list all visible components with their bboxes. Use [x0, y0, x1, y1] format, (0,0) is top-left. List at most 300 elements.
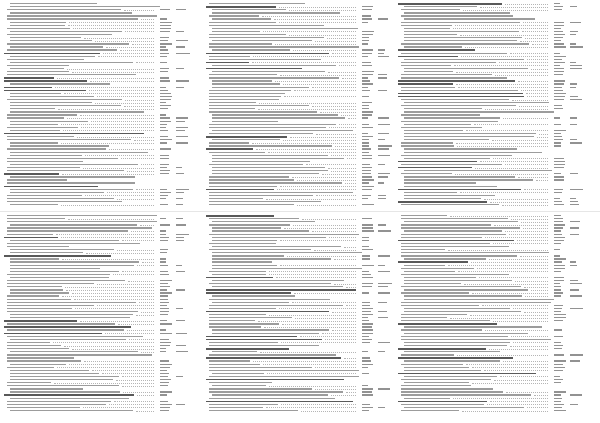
- toc-entry-text: [209, 195, 313, 196]
- toc-leader-dots: [312, 106, 356, 107]
- toc-page-number: [160, 360, 169, 361]
- toc-leader-dots: [322, 333, 356, 334]
- toc-page-number: [362, 167, 372, 168]
- toc-entry-text: [209, 243, 276, 244]
- toc-entry-text: [10, 105, 121, 106]
- toc-entry-text: [404, 130, 463, 131]
- toc-leader-dots: [124, 106, 154, 107]
- toc-entry-text: [10, 102, 92, 103]
- toc-leader-dots: [522, 31, 548, 32]
- toc-page-number: [554, 336, 563, 337]
- toc-entry-text: [404, 28, 450, 29]
- toc-page-number: [570, 43, 576, 44]
- toc-leader-dots: [283, 140, 356, 141]
- toc-leader-dots: [344, 358, 356, 359]
- toc-page-number: [378, 49, 385, 50]
- toc-page-number: [362, 271, 369, 272]
- toc-entry-text: [404, 12, 510, 13]
- toc-entry-text: [212, 274, 266, 275]
- toc-page-number: [570, 189, 583, 190]
- toc-page-number: [176, 46, 185, 47]
- toc-page-number: [378, 176, 388, 177]
- toc-entry-text: [7, 234, 53, 235]
- toc-leader-dots: [274, 19, 356, 20]
- toc-entry-text: [7, 59, 84, 60]
- toc-page-number: [378, 77, 387, 78]
- toc-leader-dots: [316, 195, 356, 196]
- toc-leader-dots: [122, 386, 154, 387]
- toc-page-number: [554, 80, 565, 81]
- toc-entry-text: [7, 218, 65, 219]
- toc-leader-dots: [67, 118, 154, 119]
- toc-page-number: [176, 142, 188, 143]
- toc-leader-dots: [266, 199, 356, 200]
- toc-entry-text: [4, 326, 131, 328]
- toc-page-number: [554, 93, 566, 94]
- toc-leader-dots: [91, 121, 154, 122]
- toc-page-number: [160, 249, 168, 250]
- toc-page-number: [160, 31, 170, 32]
- toc-leader-dots: [84, 38, 154, 39]
- toc-leader-dots: [315, 41, 356, 42]
- toc-page-number: [378, 255, 390, 256]
- toc-leader-dots: [252, 62, 356, 63]
- toc-entry-text: [209, 367, 312, 368]
- toc-leader-dots: [64, 346, 154, 347]
- toc-entry-text: [209, 93, 285, 94]
- toc-leader-dots: [339, 65, 356, 66]
- toc-leader-dots: [527, 96, 548, 97]
- toc-entry-text: [404, 308, 510, 309]
- toc-entry-text: [209, 56, 250, 57]
- toc-page-number: [378, 117, 389, 118]
- toc-leader-dots: [470, 315, 548, 316]
- toc-leader-dots: [517, 240, 548, 241]
- toc-page-number: [554, 189, 563, 190]
- toc-leader-dots: [456, 143, 548, 144]
- toc-entry-text: [398, 357, 513, 359]
- toc-leader-dots: [114, 401, 154, 402]
- toc-entry-text: [209, 204, 294, 205]
- toc-page-number: [362, 56, 368, 57]
- toc-page-number: [554, 74, 563, 75]
- toc-column: [4, 3, 194, 209]
- toc-entry-text: [7, 114, 77, 115]
- toc-page-number: [554, 117, 560, 118]
- toc-entry-text: [404, 152, 542, 153]
- toc-entry-text: [401, 25, 452, 26]
- toc-entry-text: [206, 348, 289, 350]
- toc-entry-text: [209, 59, 321, 60]
- toc-entry-text: [10, 317, 130, 318]
- toc-entry-text: [10, 25, 65, 26]
- toc-page-number: [160, 373, 169, 374]
- toc-entry-text: [10, 121, 88, 122]
- toc-entry-text: [209, 314, 266, 315]
- toc-entry-text: [7, 201, 122, 202]
- toc-entry-text: [4, 133, 144, 135]
- toc-page-number: [160, 252, 167, 253]
- toc-page-number: [160, 43, 172, 44]
- toc-entry-text: [212, 158, 344, 159]
- toc-page-number: [554, 31, 563, 32]
- toc-entry-text: [209, 326, 261, 327]
- toc-entry-text: [10, 364, 66, 365]
- toc-entry-text: [401, 77, 507, 78]
- toc-entry-text: [209, 364, 260, 365]
- toc-entry-text: [404, 111, 554, 112]
- toc-leader-dots: [280, 186, 356, 187]
- toc-leader-dots: [95, 103, 154, 104]
- toc-entry: [4, 204, 194, 207]
- toc-leader-dots: [532, 44, 548, 45]
- toc-entry-text: [10, 379, 113, 380]
- toc-leader-dots: [455, 25, 548, 26]
- toc-leader-dots: [329, 127, 356, 128]
- toc-page-number: [160, 71, 168, 72]
- toc-leader-dots: [276, 277, 356, 278]
- toc-leader-dots: [312, 87, 356, 88]
- toc-page-number: [362, 124, 369, 125]
- toc-leader-dots: [134, 140, 154, 141]
- toc-entry-text: [401, 234, 506, 235]
- toc-page-number: [160, 370, 167, 371]
- toc-page-number: [362, 305, 370, 306]
- toc-leader-dots: [302, 219, 356, 220]
- toc-page-number: [160, 224, 170, 225]
- toc-page-number: [554, 308, 562, 309]
- toc-page-number: [378, 198, 386, 199]
- toc-leader-dots: [136, 189, 154, 190]
- toc-leader-dots: [493, 158, 548, 159]
- toc-entry-text: [209, 74, 277, 75]
- toc-leader-dots: [521, 222, 548, 223]
- toc-page-number: [554, 354, 564, 355]
- toc-entry-text: [7, 9, 121, 10]
- toc-entry-text: [401, 218, 508, 219]
- toc-leader-dots: [471, 262, 548, 263]
- toc-leader-dots: [480, 7, 548, 8]
- toc-page-number: [362, 364, 373, 365]
- toc-entry-text: [209, 142, 249, 143]
- toc-page-number: [362, 311, 371, 312]
- toc-page-number: [378, 317, 388, 318]
- toc-page-number: [362, 102, 372, 103]
- toc-leader-dots: [284, 96, 356, 97]
- toc-page-number: [554, 237, 565, 238]
- toc-leader-dots: [520, 256, 548, 257]
- toc-leader-dots: [107, 192, 154, 193]
- toc-page-number: [378, 292, 390, 293]
- toc-page-number: [554, 261, 562, 262]
- toc-entry-text: [401, 305, 479, 306]
- toc-page-number: [362, 186, 374, 187]
- toc-page-number: [176, 121, 185, 122]
- toc-page-number: [362, 182, 369, 183]
- toc-page-number: [570, 308, 583, 309]
- toc-leader-dots: [141, 164, 154, 165]
- toc-leader-dots: [503, 118, 548, 119]
- toc-page-number: [160, 234, 166, 235]
- toc-page-number: [160, 230, 166, 231]
- toc-page-number: [378, 224, 386, 225]
- toc-page-number: [554, 133, 561, 134]
- toc-entry-text: [209, 192, 353, 193]
- toc-page-number: [160, 80, 170, 81]
- toc-entry-text: [10, 189, 133, 190]
- toc-leader-dots: [292, 302, 356, 303]
- toc-leader-dots: [69, 364, 154, 365]
- toc-page-number: [378, 164, 385, 165]
- toc-page-number: [378, 145, 392, 146]
- toc-page-number: [362, 391, 372, 392]
- toc-page-number: [554, 364, 563, 365]
- toc-leader-dots: [117, 199, 154, 200]
- toc-entry-text: [10, 292, 69, 293]
- toc-leader-dots: [132, 44, 154, 45]
- toc-page-number: [570, 124, 577, 125]
- toc-entry-text: [206, 277, 273, 279]
- toc-entry-text: [398, 49, 475, 51]
- toc-leader-dots: [61, 205, 154, 206]
- toc-leader-dots: [490, 401, 548, 402]
- toc-page-number: [378, 18, 388, 19]
- toc-entry-text: [209, 105, 309, 106]
- toc-leader-dots: [519, 106, 548, 107]
- toc-page-number: [378, 139, 385, 140]
- toc-entry-text: [404, 34, 457, 35]
- toc-entry-text: [10, 12, 132, 13]
- toc-entry-text: [7, 345, 61, 346]
- toc-entry-text: [4, 237, 58, 239]
- toc-entry-text: [4, 53, 100, 55]
- toc-page-number: [362, 227, 373, 228]
- toc-page-number: [362, 152, 369, 153]
- toc-leader-dots: [86, 253, 154, 254]
- toc-entry-text: [401, 317, 447, 318]
- toc-entry-text: [10, 152, 148, 153]
- toc-page-number: [362, 339, 372, 340]
- toc-page-number: [378, 351, 385, 352]
- toc-leader-dots: [485, 237, 548, 238]
- toc-entry-text: [7, 148, 106, 149]
- toc-leader-dots: [141, 352, 154, 353]
- toc-leader-dots: [480, 161, 548, 162]
- toc-page-number: [378, 155, 390, 156]
- toc-page-number: [362, 90, 370, 91]
- toc-page-number: [362, 53, 372, 54]
- toc-leader-dots: [505, 231, 548, 232]
- toc-entry-text: [404, 179, 533, 180]
- toc-entry-text: [401, 215, 447, 216]
- toc-page-number: [160, 189, 167, 190]
- toc-leader-dots: [83, 407, 154, 408]
- toc-entry-text: [209, 198, 263, 199]
- toc-entry-text: [10, 351, 138, 352]
- toc-leader-dots: [511, 336, 548, 337]
- toc-entry-text: [404, 198, 481, 199]
- toc-entry-text: [401, 173, 452, 174]
- toc-entry-text: [401, 388, 493, 389]
- toc-entry-text: [212, 373, 264, 374]
- toc-entry-text: [10, 31, 122, 32]
- toc-page-number: [554, 305, 563, 306]
- toc-entry-text: [404, 333, 528, 334]
- toc-entry-text: [209, 152, 265, 153]
- toc-page-number: [362, 15, 371, 16]
- toc-page-number: [160, 333, 172, 334]
- toc-leader-dots: [283, 84, 356, 85]
- toc-entry-text: [212, 49, 290, 50]
- toc-leader-dots: [128, 281, 154, 282]
- toc-leader-dots: [80, 321, 154, 322]
- toc-page-number: [362, 336, 369, 337]
- toc-entry-text: [209, 99, 279, 100]
- toc-leader-dots: [63, 130, 154, 131]
- toc-leader-dots: [281, 404, 356, 405]
- toc-page-number: [362, 9, 372, 10]
- toc-page-number: [362, 34, 373, 35]
- toc-page-number: [362, 43, 368, 44]
- toc-leader-dots: [77, 137, 154, 138]
- toc-page-number: [362, 333, 373, 334]
- toc-entry-text: [7, 367, 54, 368]
- toc-leader-dots: [58, 109, 154, 110]
- toc-entry-text: [7, 28, 70, 29]
- toc-page-number: [176, 53, 190, 54]
- toc-leader-dots: [493, 321, 548, 322]
- toc-leader-dots: [81, 127, 154, 128]
- toc-entry-text: [212, 40, 312, 41]
- toc-page-number: [362, 164, 370, 165]
- toc-leader-dots: [275, 81, 356, 82]
- toc-page-number: [362, 111, 373, 112]
- toc-page-number: [362, 37, 369, 38]
- toc-entry-text: [10, 192, 104, 193]
- toc-entry-text: [212, 87, 309, 88]
- toc-leader-dots: [64, 93, 154, 94]
- toc-page-number: [378, 388, 390, 389]
- toc-entry-text: [209, 96, 281, 97]
- toc-entry-text: [206, 339, 322, 341]
- toc-entry-text: [209, 37, 324, 38]
- toc-page-number: [554, 173, 561, 174]
- toc-entry-text: [404, 230, 502, 231]
- toc-leader-dots: [123, 392, 154, 393]
- toc-entry-text: [10, 176, 135, 177]
- toc-page-number: [554, 108, 563, 109]
- toc-page-number: [570, 360, 580, 361]
- toc-entry-text: [209, 179, 294, 180]
- toc-entry-text: [4, 320, 77, 322]
- toc-entry-text: [209, 249, 311, 250]
- toc-leader-dots: [263, 364, 356, 365]
- toc-entry-text: [10, 391, 120, 392]
- toc-leader-dots: [520, 41, 548, 42]
- toc-entry-text: [206, 148, 253, 150]
- toc-leader-dots: [62, 174, 154, 175]
- toc-leader-dots: [484, 199, 548, 200]
- toc-leader-dots: [475, 168, 548, 169]
- toc-leader-dots: [346, 287, 356, 288]
- toc-page-number: [176, 173, 184, 174]
- toc-entry-text: [10, 111, 144, 112]
- toc-page-number: [160, 77, 169, 78]
- toc-entry-text: [209, 102, 256, 103]
- toc-entry-text: [7, 354, 152, 355]
- toc-leader-dots: [334, 284, 356, 285]
- toc-leader-dots: [103, 53, 154, 54]
- toc-page-number: [160, 56, 167, 57]
- toc-entry-text: [404, 192, 457, 193]
- toc-leader-dots: [62, 259, 154, 260]
- toc-page-number: [160, 351, 166, 352]
- toc-page-number: [160, 164, 169, 165]
- toc-page-number: [362, 173, 371, 174]
- toc-leader-dots: [293, 225, 356, 226]
- toc-page-number: [160, 265, 168, 266]
- toc-leader-dots: [453, 28, 548, 29]
- toc-leader-dots: [287, 256, 356, 257]
- toc-page-number: [554, 90, 563, 91]
- toc-entry-text: [209, 323, 279, 324]
- toc-entry-text: [7, 127, 78, 128]
- toc-leader-dots: [281, 342, 356, 343]
- toc-entry-text: [212, 255, 284, 256]
- toc-leader-dots: [521, 90, 548, 91]
- toc-leader-dots: [258, 321, 356, 322]
- toc-leader-dots: [485, 109, 548, 110]
- toc-leader-dots: [73, 28, 154, 29]
- toc-page-number: [554, 379, 563, 380]
- toc-entry-text: [209, 127, 326, 128]
- toc-page-number: [554, 329, 562, 330]
- toc-page-number: [554, 40, 561, 41]
- toc-page-number: [160, 367, 170, 368]
- toc-page-number: [176, 333, 187, 334]
- toc-page-number: [362, 18, 372, 19]
- toc-entry-text: [401, 121, 498, 122]
- toc-entry-text: [401, 274, 509, 275]
- toc-entry-text: [212, 268, 362, 269]
- toc-page-number: [554, 218, 563, 219]
- toc-entry-text: [212, 329, 329, 330]
- toc-leader-dots: [121, 158, 154, 159]
- toc-entry-text: [4, 333, 102, 335]
- toc-leader-dots: [65, 287, 154, 288]
- toc-entry-text: [401, 292, 469, 293]
- toc-leader-dots: [454, 65, 548, 66]
- toc-page-number: [570, 83, 577, 84]
- toc-entry-text: [206, 401, 353, 403]
- toc-entry-text: [404, 108, 482, 109]
- toc-page-number: [362, 367, 368, 368]
- toc-entry-text: [404, 158, 490, 159]
- toc-page-number: [176, 204, 183, 205]
- toc-leader-dots: [453, 398, 548, 399]
- toc-page-number: [362, 292, 369, 293]
- toc-page-number: [554, 96, 565, 97]
- toc-entry-text: [404, 326, 542, 327]
- toc-page-number: [160, 237, 169, 238]
- toc-entry: [398, 410, 588, 413]
- toc-entry-text: [401, 9, 460, 10]
- toc-entry-text: [209, 360, 250, 361]
- toc-page-number: [554, 56, 566, 57]
- toc-entry-text: [7, 182, 135, 183]
- toc-leader-dots: [466, 130, 548, 131]
- toc-leader-dots: [97, 284, 154, 285]
